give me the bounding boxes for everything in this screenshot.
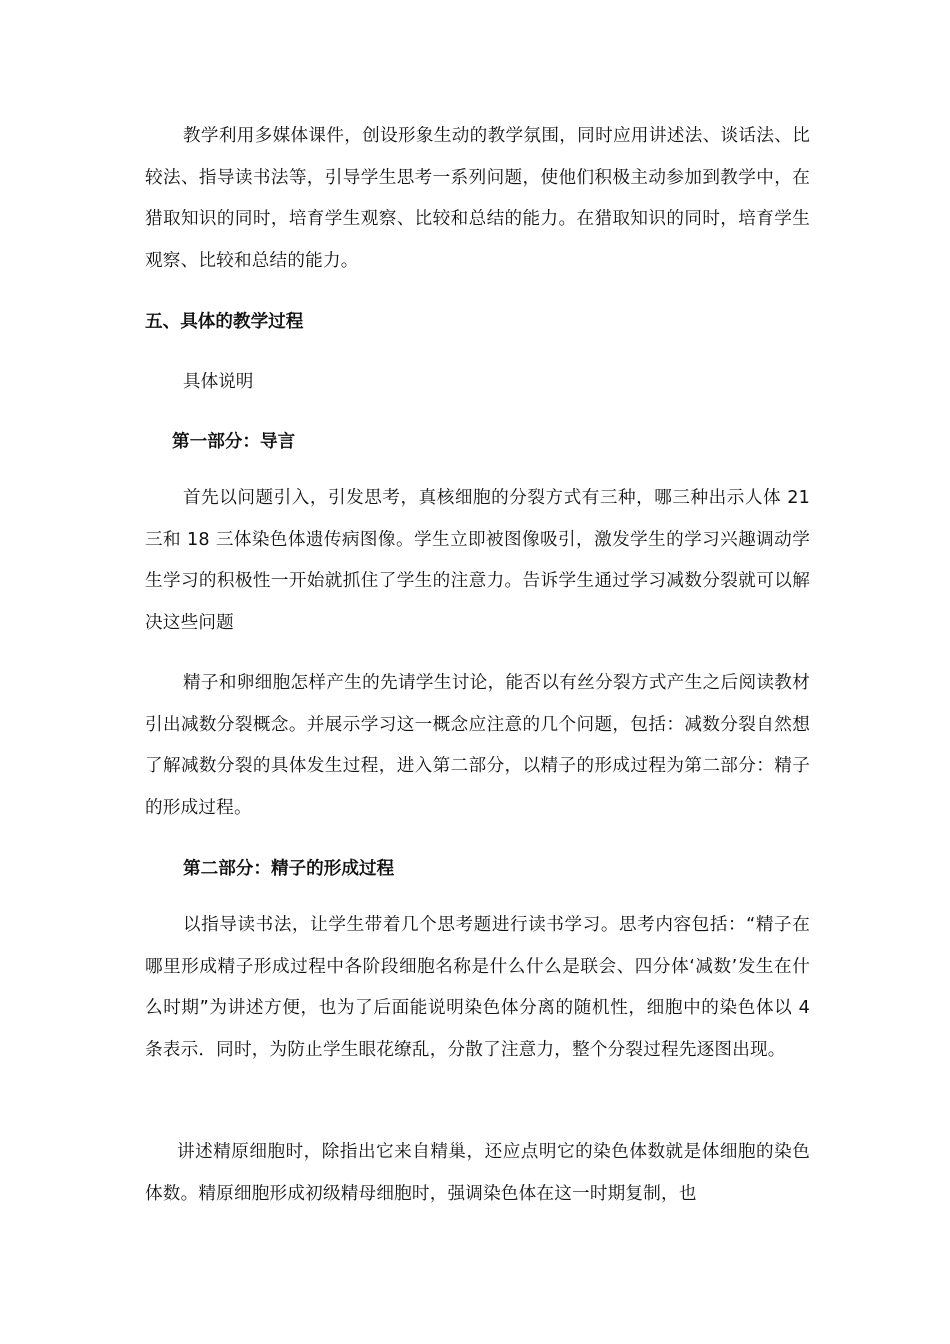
paragraph-introduction: 首先以问题引入，引发思考，真核细胞的分裂方式有三种，哪三种出示人体 21 三和 18 三体染色体遗传病图像。学生立即被图像吸引，激发学生的学习兴趣调动学生学习的积极性一开始就抓住了学生的注意力。告诉学生通过学习减数分裂就可以解决这些问题	[145, 488, 810, 633]
section-heading: 五、具体的教学过程	[145, 312, 304, 332]
part1-heading: 第一部分：导言	[172, 432, 296, 452]
part2-heading: 第二部分：精子的形成过程	[183, 859, 395, 879]
paragraph-teaching-method: 教学利用多媒体课件，创设形象生动的教学氛围，同时应用讲述法、谈话法、比较法、指导读书法等，引导学生思考一系列问题，使他们积极主动参加到教学中，在猎取知识的同时，培育学生观察、比较和总结的能力。在猎取知识的同时，培育学生观察、比较和总结的能力。	[145, 126, 810, 271]
paragraph-spermatogonium: 讲述精原细胞时，除指出它来自精巢，还应点明它的染色体数就是体细胞的染色体数。精原细胞形成初级精母细胞时，强调染色体在这一时期复制，也	[145, 1142, 810, 1204]
paragraph-gamete-discussion: 精子和卵细胞怎样产生的先请学生讨论，能否以有丝分裂方式产生之后阅读教材引出减数分裂概念。并展示学习这一概念应注意的几个问题，包括：减数分裂自然想了解减数分裂的具体发生过程，进入第二部分，以精子的形成过程为第二部分：精子的形成过程。	[145, 673, 810, 818]
sub-note: 具体说明	[183, 372, 254, 392]
paragraph-guided-reading: 以指导读书法，让学生带着几个思考题进行读书学习。思考内容包括：“精子在哪里形成精子形成过程中各阶段细胞名称是什么什么是联会、四分体‘减数’发生在什么时期”为讲述方便，也为了后面能说明染色体分离的随机性，细胞中的染色体以 4 条表示．同时，为防止学生眼花缭乱，分散了注意力，整个分裂过程先逐图出现。	[145, 915, 810, 1060]
